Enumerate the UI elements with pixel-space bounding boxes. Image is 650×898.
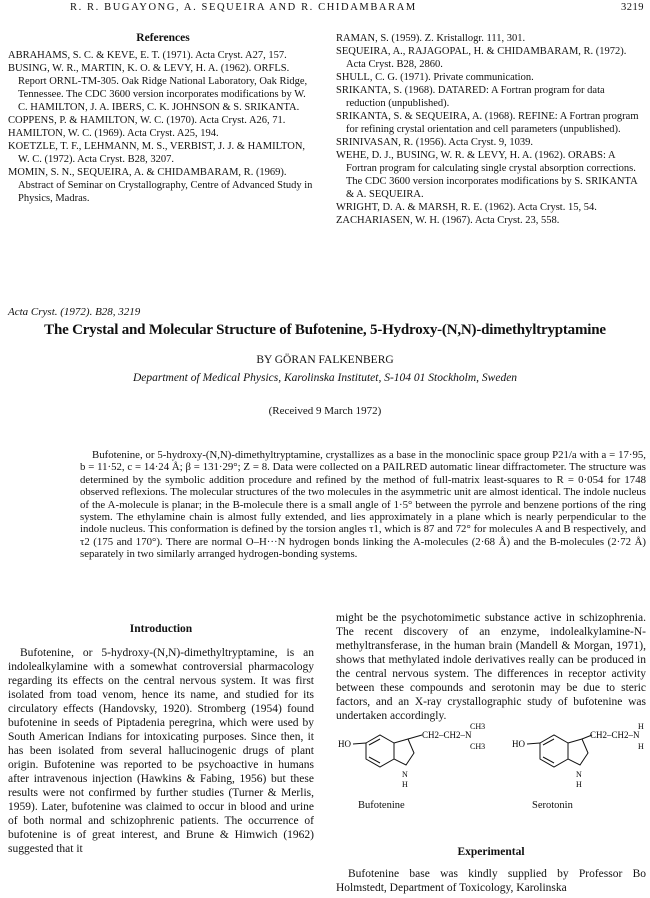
reference-item: COPPENS, P. & HAMILTON, W. C. (1970). Acta Cryst. A26, 71. [8,115,286,126]
bufotenine-ring-n: N [402,770,408,779]
serotonin-chain-label: CH2–CH2–N [590,730,640,740]
references-heading: References [136,32,190,44]
reference-item: ZACHARIASEN, W. H. (1967). Acta Cryst. 23, 558. [336,215,560,226]
reference-item: SHULL, C. G. (1971). Private communication. [336,72,534,83]
reference-item: RAMAN, S. (1959). Z. Kristallogr. 111, 301. [336,33,526,44]
reference-item: BUSING, W. R., MARTIN, K. O. & LEVY, H. A. (1962). ORFLS. Report ORNL-TM-305. Oak Ridge National Laboratory, Oak Ridge, Tennessee. The CDC 3600 version incorporates modifications by W. C. HAMILTON, J. A. IBERS, C. K. JOHNSON & S. SRIKANTA. [8,63,308,113]
serotonin-h-bottom: H [638,742,644,751]
bufotenine-ch3-bottom: CH3 [470,742,486,751]
serotonin-ho-label: HO [512,739,525,749]
body-right-column [336,611,646,895]
reference-item: SRIKANTA, S. (1968). DATARED: A Fortran program for data reduction (unpublished). [336,85,605,109]
experimental-paragraph: Bufotenine base was kindly supplied by Professor Bo Holmstedt, Department of Toxicology, Karolinska [336,868,646,894]
reference-item: MOMIN, S. N., SEQUEIRA, A. & CHIDAMBARAM, R. (1969). Abstract of Seminar on Crystallography, Centre of Advanced Study in Physics, Madras. [8,167,313,204]
reference-item: ABRAHAMS, S. C. & KEVE, E. T. (1971). Acta Cryst. A27, 157. [8,50,287,61]
reference-item: WRIGHT, D. A. & MARSH, R. E. (1962). Acta Cryst. 15, 54. [336,202,597,213]
serotonin-ring-h: H [576,780,582,789]
chemical-structures [336,722,646,839]
bufotenine-structure [366,735,422,767]
serotonin-ring-n: N [576,770,582,779]
serotonin-structure [540,735,592,767]
article-byline: BY GÖRAN FALKENBERG [256,354,394,366]
references-right-column [336,32,644,227]
experimental-heading: Experimental [457,846,525,858]
running-head [0,2,650,18]
introduction-paragraph: Bufotenine, or 5-hydroxy-(N,N)-dimethyltryptamine, is an indolealkylamine with a somewhat controversial pharmacology regarding its effects on the central nervous system. It was first isolated from toad venom, hence its name, and studied for its circulatory effects (Handovsky, 1920). Stromberg (1954) found bufotenine in seeds of Piptadenia peregrina, which were used by South American Indians for intoxicating purposes. Since then, it has been isolated from several hallucinogenic drugs of plant origin. Bufotenine was reported to be psychoactive in humans after intravenous injection (Hawkins & Fabing, 1956) but these results were not confirmed by further studies (Turner & Merlis, 1959). Later, bufotenine was claimed to occur in blood and urine of both normal and schizophrenic patients. The occurrence of bufotenine is of great interest, and Brune & Himwich (1962) suggested that it [8,647,314,855]
bufotenine-label: Bufotenine [358,800,405,811]
bufotenine-chain-bond [408,735,422,739]
serotonin-h-top: H [638,722,644,731]
introduction-paragraph-continued: might be the psychotomimetic substance active in schizophrenia. The recent discovery of an enzyme, indolealkylamine-N-methyltransferase, in the human brain (Mandell & Morgan, 1971), shows that methylated indole derivatives really can be produced in the central nervous system. The differences in receptor activity between these compounds and serotonin may be due to steric factors, and an X-ray crystallographic study of bufotenine was undertaken accordingly. [336,612,646,722]
references-left-column [8,32,318,205]
serotonin-label: Serotonin [532,800,573,811]
journal-citation: Acta Cryst. (1972). B28, 3219 [8,306,141,318]
reference-item: KOETZLE, T. F., LEHMANN, M. S., VERBIST, J. J. & HAMILTON, W. C. (1972). Acta Cryst. B28, 3207. [8,141,306,165]
introduction-heading: Introduction [129,623,193,635]
reference-item: SRIKANTA, S. & SEQUEIRA, A. (1968). REFINE: A Fortran program for refining crystal orientation and cell parameters (unpublished). [336,111,639,135]
bufotenine-chain-label: CH2–CH2–N [422,730,472,740]
bufotenine-ring-h: H [402,780,408,789]
structure-diagram [336,722,646,839]
running-head-authors: R. R. BUGAYONG, A. SEQUEIRA AND R. CHIDAMBARAM [70,2,417,13]
bufotenine-ch3-top: CH3 [470,722,486,731]
article-affiliation: Department of Medical Physics, Karolinska Institutet, S-104 01 Stockholm, Sweden [132,372,518,384]
serotonin-benzene-ring [540,735,568,767]
abstract: Bufotenine, or 5-hydroxy-(N,N)-dimethyltryptamine, crystallizes as a base in the monoclinic space group P21/a with a = 17·95, b = 11·52, c = 14·24 Å; β = 131·29°; Z = 8. Data were collected on a PAILRED automatic linear diffractometer. The structure was determined by the symbolic addition procedure and refined by the method of full-matrix least-squares to R = 0·054 for 1748 observed reflexions. The molecular structures of the two molecules in the asymmetric unit are almost identical. The indole nucleus of the A-molecule is planar; in the B-molecule there is a small angle of 1·5° between the pyrrole and benzene portions of the ring system. The ethylamine chain is almost fully extended, and lies approximately in a plane which is nearly perpendicular to the indole nucleus. This conformation is defined by the torsion angles τ1, which is 87 and 72° for molecules A and B respectively, and τ2 (175 and 170°). There are normal O–H···N hydrogen bonds linking the A-molecules (2·68 Å) and the B-molecules (2·72 Å) separately in two similarly arranged hydrogen-bonding systems. [80,449,646,561]
reference-item: SRINIVASAN, R. (1956). Acta Cryst. 9, 1039. [336,137,533,148]
page-number: 3219 [621,2,644,13]
received-date: (Received 9 March 1972) [268,405,382,417]
reference-item: HAMILTON, W. C. (1969). Acta Cryst. A25, 194. [8,128,219,139]
reference-item: SEQUEIRA, A., RAJAGOPAL, H. & CHIDAMBARAM, R. (1972). Acta Cryst. B28, 2860. [336,46,627,70]
bufotenine-benzene-ring [366,735,394,767]
bufotenine-ho-label: HO [338,739,351,749]
body-left-column [8,622,314,856]
reference-item: WEHE, D. J., BUSING, W. R. & LEVY, H. A. (1962). ORABS: A Fortran program for calculating single crystal absorption corrections. The CDC 3600 version incorporates modifications by S. SRIKANTA & A. SEQUEIRA. [336,150,638,200]
bufotenine-pyrrole-ring [394,739,414,765]
serotonin-pyrrole-ring [568,739,588,765]
article-title: The Crystal and Molecular Structure of Bufotenine, 5-Hydroxy-(N,N)-dimethyltryptamine [44,322,606,338]
